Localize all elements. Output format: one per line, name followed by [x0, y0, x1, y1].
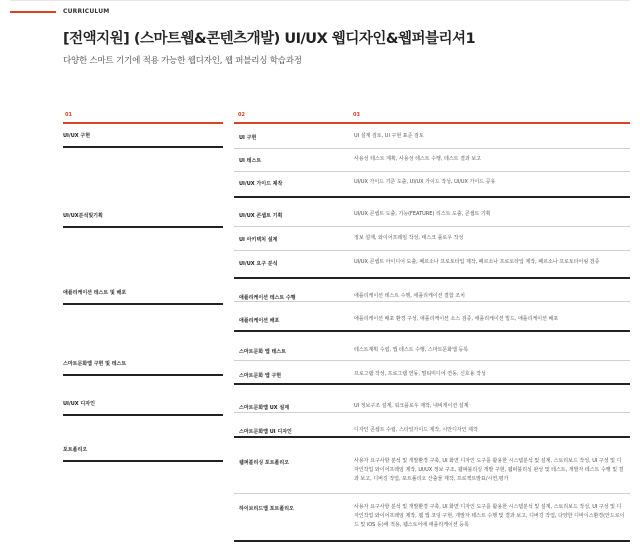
unit-description: UI/UX 가이드 기준 도출, UI/UX 가이드 작성, UI/UX 가이드 공유 — [354, 179, 496, 185]
row-divider — [234, 148, 630, 149]
section-label: CURRICULUM — [63, 8, 110, 15]
group-divider — [63, 374, 223, 376]
row-divider — [234, 301, 630, 302]
unit-name: UI/UX 요구 분석 — [239, 261, 278, 267]
unit-description: UI/UX 콘셉트 도출, 기능(FEATURE) 리스트 도출, 콘셉트 기획 — [354, 211, 491, 217]
unit-name: 웹퍼블리싱 포트폴리오 — [239, 460, 290, 466]
unit-description: 정보 설계, 와이어프레임 작성, 태스크 플로우 작성 — [354, 235, 464, 241]
row-divider — [234, 171, 630, 172]
accent-bar — [10, 11, 56, 13]
unit-description: 애플리케이션 배포 환경 구성, 애플리케이션 소스 검증, 애플리케이션 빌드, 애플리케이션 배포 — [354, 316, 559, 322]
row-divider — [234, 196, 630, 198]
unit-name: 스마트문화앱 UI 디자인 — [239, 429, 292, 435]
row-divider — [234, 540, 630, 542]
group-divider — [63, 303, 223, 305]
unit-name: 스마트문화앱 UX 설계 — [239, 405, 290, 411]
unit-description: 테스트계획 수립, 앱 테스트 수행, 스마트문화앱 등록 — [354, 347, 469, 353]
unit-description: UI/UX 콘셉트 아이디어 도출, 페르소나 프로토타입 제작, 페르소나 프로토타입 제작, 페르소나 프로토타이핑 검증 — [354, 259, 600, 265]
top-divider — [10, 0, 630, 1]
page-subtitle: 다양한 스마트 기기에 적용 가능한 웹디자인, 웹 퍼블리싱 학습과정 — [63, 56, 302, 66]
page-title: [전액지원] (스마트웹&콘텐츠개발) UI/UX 웹디자인&웹퍼블리셔1 — [63, 31, 476, 47]
unit-name: UI/UX 콘셉트 기획 — [239, 213, 283, 219]
row-divider — [234, 226, 630, 227]
row-divider — [234, 330, 630, 332]
column-rule — [63, 122, 223, 124]
group-divider — [63, 414, 223, 416]
unit-description: 사용자 요구사항 분석 및 개발환경 구축, UI 화면 디자인 도구를 활용한 시스템분석 및 설계, 스토리보드 작성, UI 구성 및 디자인작업 와이어프레임 제작, UI/UX 정보 구조, 웹퍼블리싱 개발 구현, 웹퍼블리싱 완성 및 테스트, 개발자 테스트 수행 및 결과 보고, 디버깅 작업, 포트폴리오 산출물 제작, 프로젝트발표/시연,평가 — [354, 458, 624, 482]
row-divider — [234, 360, 630, 361]
group-divider — [63, 226, 223, 228]
column-header-01: 01 — [65, 112, 72, 118]
group-name: 애플리케이션 테스트 및 배포 — [63, 290, 127, 296]
row-divider — [234, 412, 630, 413]
group-name: 포트폴리오 — [63, 447, 88, 453]
unit-description: 사용성 테스트 계획, 사용성 테스트 수행, 테스트 결과 보고 — [354, 156, 481, 162]
unit-name: UI 테스트 — [239, 158, 262, 164]
unit-name: UI 구현 — [239, 135, 257, 141]
group-divider — [63, 460, 223, 462]
group-name: UI/UX 디자인 — [63, 401, 95, 407]
unit-name: 하이브리드앱 포트폴리오 — [239, 506, 294, 512]
column-header-02: 02 — [238, 112, 245, 118]
unit-description: 프로그램 작성, 프로그램 연동, 멀티미디어 연동, 신호용 작성 — [354, 371, 486, 377]
unit-description: 애플리케이션 테스트 수행, 애플리케이션 결함 조치 — [354, 293, 465, 299]
row-divider — [234, 493, 630, 494]
row-divider — [234, 436, 630, 438]
unit-description: UI 설계 검토, UI 구현 표준 검토 — [354, 133, 424, 139]
unit-description: 사용자 요구사항 분석 및 개발환경 구축, UI 화면 디자인 도구를 활용한 시스템분석 및 설계, 스토리보드 작성, UI 구성 및 디자인작업 와이어프레임 제작, 웹 앱 코딩 구현, 개발자 테스트 수행 및 결과 보고, 디버깅 작업, 다양한 디바이스환경(안드로이드 및 iOS 등)에 적용, 웹스토어에 애플리케이션 등록 — [354, 504, 625, 528]
column-rule — [234, 122, 630, 124]
unit-name: 스마트문화 앱 구현 — [239, 373, 282, 379]
group-divider — [63, 146, 223, 148]
group-name: UI/UX분석및기획 — [63, 213, 103, 219]
unit-name: 애플리케이션 배포 — [239, 318, 280, 324]
row-divider — [234, 250, 630, 251]
group-name: 스마트문화앱 구현 및 테스트 — [63, 361, 127, 367]
unit-name: 애플리케이션 테스트 수행 — [239, 295, 296, 301]
row-divider — [234, 383, 630, 385]
group-name: UI/UX 구현 — [63, 133, 91, 139]
unit-name: UI/UX 가이드 제작 — [239, 181, 283, 187]
unit-description: 디자인 콘셉트 수립, 스타일가이드 제작, 시안디자인 제작 — [354, 427, 478, 433]
unit-name: 스마트문화 앱 테스트 — [239, 349, 286, 355]
row-divider — [234, 277, 630, 279]
unit-name: UI 아키텍처 설계 — [239, 237, 278, 243]
column-header-03: 03 — [353, 112, 360, 118]
unit-description: UI 정보구조 설계, 워크플로우 제작, 내비게이션 설계 — [354, 403, 469, 409]
